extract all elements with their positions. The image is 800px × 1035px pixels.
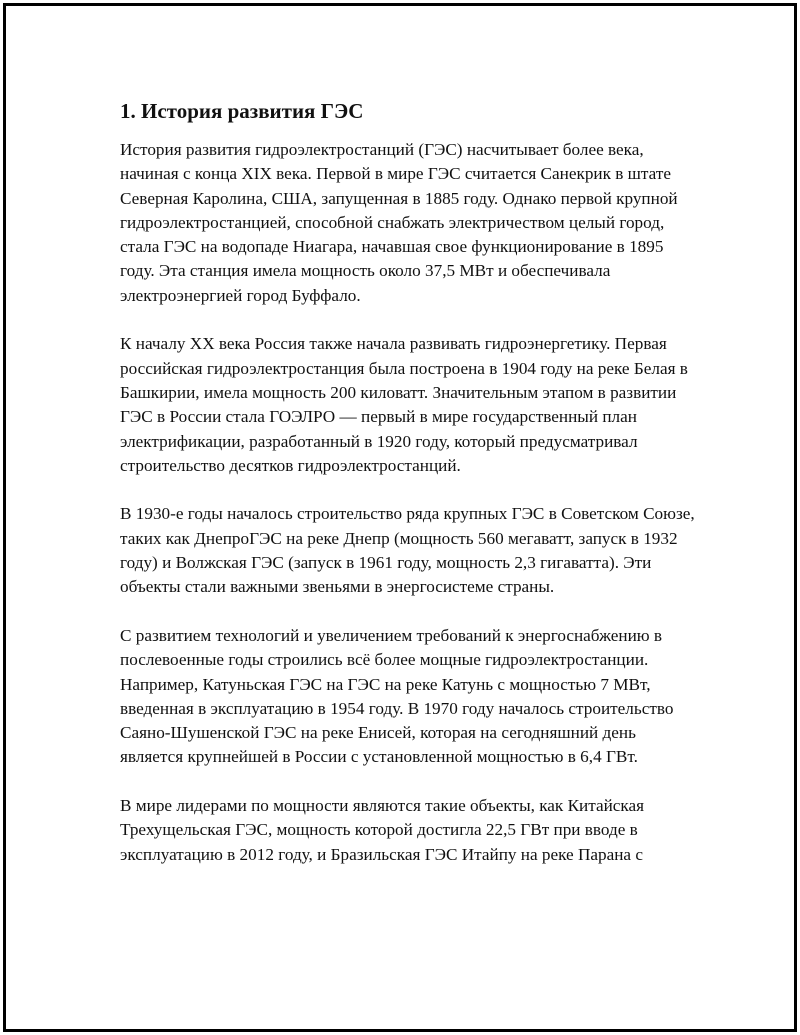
document-page — [3, 3, 797, 1032]
paragraph-5: В мире лидерами по мощности являются такие объекты, как Китайская Трехущельская ГЭС, мощность которой достигла 22,5 ГВт при вводе в эксплуатацию в 2012 году, и Бразильская ГЭС Итайпу на реке Парана с — [120, 796, 645, 864]
paragraph-2: К началу XX века Россия также начала развивать гидроэнергетику. Первая российская гидроэлектростанция была построена в 1904 году на реке Белая в Башкирии, имела мощность 200 киловатт. Значительным этапом в развитии ГЭС в России стала ГОЭЛРО — первый в мире государственный план электрификации, разработанный в 1920 году, который предусматривал строительство десятков гидроэлектростанций. — [120, 334, 688, 475]
section-heading: 1. История развития ГЭС — [120, 99, 364, 123]
paragraph-1: История развития гидроэлектростанций (ГЭС) насчитывает более века, начиная с конца XIX века. Первой в мире ГЭС считается Санекрик в штате Северная Каролина, США, запущенная в 1885 году. Однако первой крупной гидроэлектростанцией, способной снабжать электричеством целый город, стала ГЭС на водопаде Ниагара, начавшая свое функционирование в 1895 году. Эта станция имела мощность около 37,5 МВт и обеспечивала электроэнергией город Буффало. — [120, 140, 678, 305]
paragraph-4: С развитием технологий и увеличением требований к энергоснабжению в послевоенные годы строились всё более мощные гидроэлектростанции. Например, Катуньская ГЭС на ГЭС на реке Катунь с мощностью 7 МВт, введенная в эксплуатацию в 1954 году. В 1970 году началось строительство Саяно-Шушенской ГЭС на реке Енисей, которая на сегодняшний день является крупнейшей в России с установленной мощностью в 6,4 ГВт. — [120, 625, 674, 767]
paragraph-3: В 1930-е годы началось строительство ряда крупных ГЭС в Советском Союзе, таких как ДнепроГЭС на реке Днепр (мощность 560 мегаватт, запуск в 1932 году) и Волжская ГЭС (запуск в 1961 году, мощность 2,3 гигаватта). Эти объекты стали важными звеньями в энергосистеме страны. — [120, 504, 695, 597]
document-body — [120, 98, 700, 891]
